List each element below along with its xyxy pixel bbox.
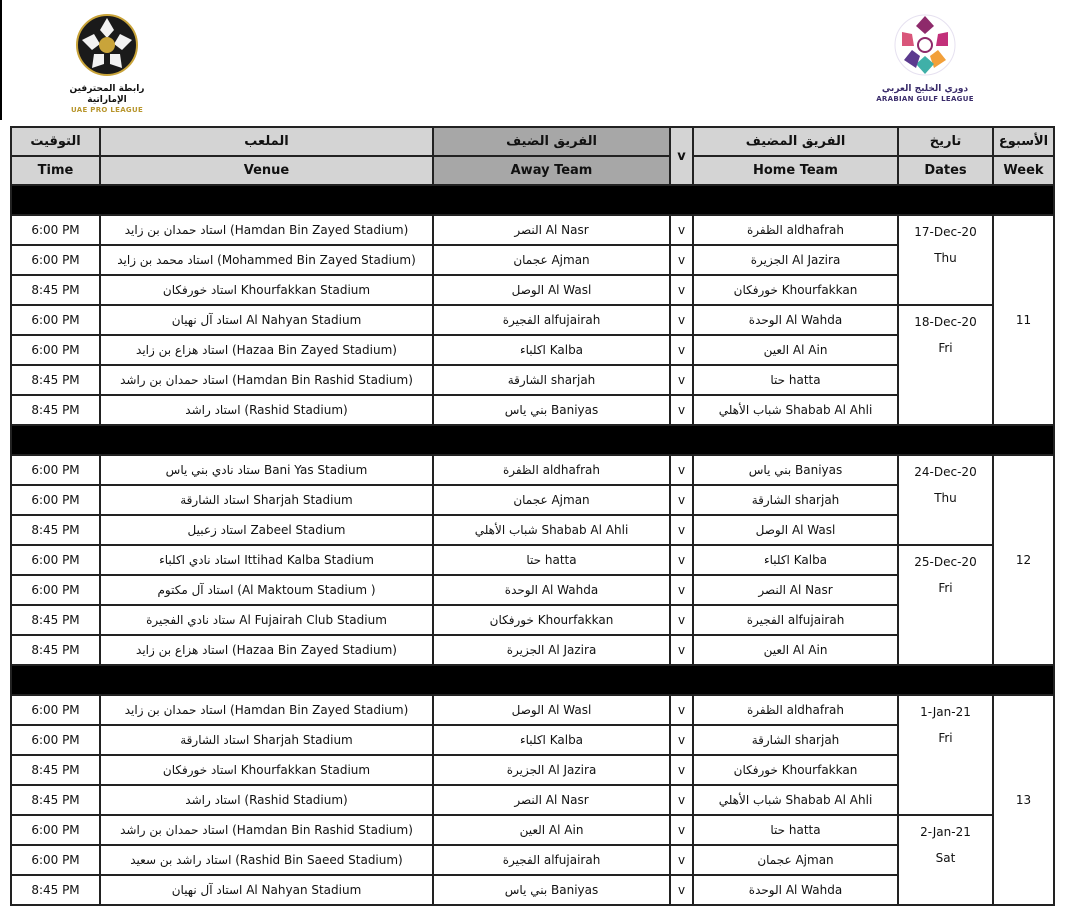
match-date: 2-Jan-21 — [920, 825, 971, 839]
table-row — [11, 545, 1054, 575]
match-date-cell — [898, 695, 993, 815]
week-number: 13 — [993, 695, 1054, 905]
header-time-en: Time — [11, 156, 100, 185]
table-row — [11, 365, 1054, 395]
match-home-team: الفجيرة alfujairah — [693, 605, 898, 635]
match-venue: استاد حمدان بن راشد (Hamdan Bin Rashid Stadium) — [100, 815, 433, 845]
match-away-team: الفجيرة alfujairah — [433, 305, 670, 335]
match-versus: v — [670, 755, 693, 785]
match-date: 24-Dec-20 — [914, 465, 977, 479]
table-row — [11, 335, 1054, 365]
match-date: 1-Jan-21 — [920, 705, 971, 719]
table-row — [11, 515, 1054, 545]
match-home-team: الجزيرة Al Jazira — [693, 245, 898, 275]
match-home-team: الظفرة aldhafrah — [693, 695, 898, 725]
pro-league-name-en: UAE PRO LEAGUE — [70, 106, 144, 114]
match-versus: v — [670, 485, 693, 515]
match-away-team: بني ياس Baniyas — [433, 875, 670, 905]
table-row — [11, 725, 1054, 755]
table-row — [11, 815, 1054, 845]
week-separator-bar — [11, 665, 1054, 695]
match-date-cell — [898, 455, 993, 545]
match-time: 8:45 PM — [11, 785, 100, 815]
match-away-team: النصر Al Nasr — [433, 785, 670, 815]
match-home-team: شباب الأهلي Shabab Al Ahli — [693, 785, 898, 815]
match-versus: v — [670, 395, 693, 425]
match-home-team: حتا hatta — [693, 815, 898, 845]
match-away-team: النصر Al Nasr — [433, 215, 670, 245]
match-venue: استاد هزاع بن زايد (Hazaa Bin Zayed Stadium) — [100, 335, 433, 365]
match-away-team: العين Al Ain — [433, 815, 670, 845]
match-venue: ستاد نادي الفجيرة Al Fujairah Club Stadium — [100, 605, 433, 635]
match-venue: استاد حمدان بن زايد (Hamdan Bin Zayed Stadium) — [100, 215, 433, 245]
match-away-team: الجزيرة Al Jazira — [433, 635, 670, 665]
table-row — [11, 305, 1054, 335]
match-time: 8:45 PM — [11, 875, 100, 905]
match-venue: استاد آل نهيان Al Nahyan Stadium — [100, 305, 433, 335]
match-venue: استاد نادي اكلباء Ittihad Kalba Stadium — [100, 545, 433, 575]
match-away-team: الوصل Al Wasl — [433, 695, 670, 725]
header-time-ar: التوقيت — [11, 127, 100, 156]
table-row — [11, 635, 1054, 665]
header-row-arabic — [11, 127, 1054, 156]
match-home-team: حتا hatta — [693, 365, 898, 395]
match-time: 6:00 PM — [11, 335, 100, 365]
match-time: 8:45 PM — [11, 635, 100, 665]
table-row — [11, 575, 1054, 605]
match-venue: استاد آل مكتوم (Al Maktoum Stadium ) — [100, 575, 433, 605]
match-venue: استاد خورفكان Khourfakkan Stadium — [100, 275, 433, 305]
match-versus: v — [670, 545, 693, 575]
match-versus: v — [670, 515, 693, 545]
match-versus: v — [670, 305, 693, 335]
match-away-team: بني ياس Baniyas — [433, 395, 670, 425]
page-edge-line — [0, 0, 2, 120]
match-home-team: الشارقة sharjah — [693, 485, 898, 515]
match-time: 6:00 PM — [11, 455, 100, 485]
match-weekday: Fri — [938, 731, 953, 745]
match-home-team: الوصل Al Wasl — [693, 515, 898, 545]
match-time: 8:45 PM — [11, 605, 100, 635]
table-row — [11, 275, 1054, 305]
match-home-team: شباب الأهلي Shabab Al Ahli — [693, 395, 898, 425]
header-date-ar: تاريخ — [898, 127, 993, 156]
match-weekday: Thu — [934, 491, 957, 505]
match-versus: v — [670, 575, 693, 605]
match-home-team: العين Al Ain — [693, 335, 898, 365]
header-venue-ar: الملعب — [100, 127, 433, 156]
week-separator-row — [11, 665, 1054, 695]
match-date-cell — [898, 305, 993, 425]
match-home-team: بني ياس Baniyas — [693, 455, 898, 485]
pro-league-emblem-icon — [72, 10, 142, 80]
header-week-en: Week — [993, 156, 1054, 185]
match-venue: استاد راشد (Rashid Stadium) — [100, 785, 433, 815]
match-date-cell — [898, 215, 993, 305]
match-versus: v — [670, 365, 693, 395]
header-week-ar: الأسبوع — [993, 127, 1054, 156]
match-versus: v — [670, 785, 693, 815]
match-date: 25-Dec-20 — [914, 555, 977, 569]
match-home-team: الوحدة Al Wahda — [693, 875, 898, 905]
week-separator-row — [11, 425, 1054, 455]
match-away-team: اكلباء Kalba — [433, 335, 670, 365]
week-separator-bar — [11, 185, 1054, 215]
match-away-team: الفجيرة alfujairah — [433, 845, 670, 875]
match-time: 8:45 PM — [11, 515, 100, 545]
header-home-ar: الفريق المضيف — [693, 127, 898, 156]
table-row — [11, 245, 1054, 275]
match-date-cell — [898, 545, 993, 665]
match-away-team: الجزيرة Al Jazira — [433, 755, 670, 785]
match-home-team: اكلباء Kalba — [693, 545, 898, 575]
match-weekday: Fri — [938, 581, 953, 595]
match-away-team: عجمان Ajman — [433, 485, 670, 515]
match-home-team: النصر Al Nasr — [693, 575, 898, 605]
week-number: 12 — [993, 455, 1054, 665]
match-weekday: Thu — [934, 251, 957, 265]
table-row — [11, 455, 1054, 485]
match-venue: استاد هزاع بن زايد (Hazaa Bin Zayed Stadium) — [100, 635, 433, 665]
week-separator-row — [11, 185, 1054, 215]
table-row — [11, 215, 1054, 245]
match-venue: استاد حمدان بن زايد (Hamdan Bin Zayed Stadium) — [100, 695, 433, 725]
match-home-team: الظفرة aldhafrah — [693, 215, 898, 245]
pro-league-name-ar: رابطة المحترفين الإماراتية — [69, 84, 145, 105]
match-away-team: الشارقة sharjah — [433, 365, 670, 395]
match-time: 6:00 PM — [11, 305, 100, 335]
match-venue: استاد حمدان بن راشد (Hamdan Bin Rashid Stadium) — [100, 365, 433, 395]
gulf-league-name-en: ARABIAN GULF LEAGUE — [876, 95, 974, 103]
uae-pro-league-logo — [52, 10, 162, 114]
gulf-league-emblem-icon — [890, 10, 960, 80]
table-row — [11, 875, 1054, 905]
match-time: 6:00 PM — [11, 575, 100, 605]
match-away-team: خورفكان Khourfakkan — [433, 605, 670, 635]
match-versus: v — [670, 725, 693, 755]
match-weekday: Fri — [938, 341, 953, 355]
match-time: 6:00 PM — [11, 215, 100, 245]
match-versus: v — [670, 335, 693, 365]
match-date: 17-Dec-20 — [914, 225, 977, 239]
match-away-team: شباب الأهلي Shabab Al Ahli — [433, 515, 670, 545]
match-away-team: حتا hatta — [433, 545, 670, 575]
match-away-team: الظفرة aldhafrah — [433, 455, 670, 485]
match-date-cell — [898, 815, 993, 905]
match-time: 8:45 PM — [11, 755, 100, 785]
match-time: 6:00 PM — [11, 695, 100, 725]
match-time: 6:00 PM — [11, 725, 100, 755]
match-venue: استاد خورفكان Khourfakkan Stadium — [100, 755, 433, 785]
table-row — [11, 755, 1054, 785]
match-venue: استاد محمد بن زايد (Mohammed Bin Zayed Stadium) — [100, 245, 433, 275]
fixture-schedule-table — [10, 126, 1055, 906]
match-home-team: الوحدة Al Wahda — [693, 305, 898, 335]
match-time: 8:45 PM — [11, 275, 100, 305]
gulf-league-name-ar: دوري الخليج العربي — [881, 84, 969, 94]
match-home-team: خورفكان Khourfakkan — [693, 275, 898, 305]
match-venue: استاد آل نهيان Al Nahyan Stadium — [100, 875, 433, 905]
table-row — [11, 695, 1054, 725]
week-number: 11 — [993, 215, 1054, 425]
match-home-team: خورفكان Khourfakkan — [693, 755, 898, 785]
table-row — [11, 605, 1054, 635]
header-date-en: Dates — [898, 156, 993, 185]
match-home-team: عجمان Ajman — [693, 845, 898, 875]
match-versus: v — [670, 845, 693, 875]
match-venue: استاد الشارقة Sharjah Stadium — [100, 725, 433, 755]
match-venue: استاد راشد بن سعيد (Rashid Bin Saeed Stadium) — [100, 845, 433, 875]
match-time: 6:00 PM — [11, 815, 100, 845]
match-weekday: Sat — [935, 851, 956, 865]
match-away-team: عجمان Ajman — [433, 245, 670, 275]
match-venue: استاد زعبيل Zabeel Stadium — [100, 515, 433, 545]
match-venue: ستاد نادي بني ياس Bani Yas Stadium — [100, 455, 433, 485]
match-versus: v — [670, 875, 693, 905]
header-away-ar: الفريق الضيف — [433, 127, 670, 156]
match-away-team: اكلباء Kalba — [433, 725, 670, 755]
arabian-gulf-league-logo — [870, 10, 980, 110]
header-venue-en: Venue — [100, 156, 433, 185]
match-versus: v — [670, 605, 693, 635]
header-away-en: Away Team — [433, 156, 670, 185]
header-home-en: Home Team — [693, 156, 898, 185]
match-versus: v — [670, 215, 693, 245]
match-venue: استاد الشارقة Sharjah Stadium — [100, 485, 433, 515]
match-versus: v — [670, 695, 693, 725]
match-time: 8:45 PM — [11, 395, 100, 425]
match-versus: v — [670, 275, 693, 305]
match-time: 6:00 PM — [11, 845, 100, 875]
header-row-english — [11, 156, 1054, 185]
match-versus: v — [670, 455, 693, 485]
table-row — [11, 785, 1054, 815]
match-away-team: الوحدة Al Wahda — [433, 575, 670, 605]
match-time: 8:45 PM — [11, 365, 100, 395]
match-date: 18-Dec-20 — [914, 315, 977, 329]
match-versus: v — [670, 635, 693, 665]
match-versus: v — [670, 245, 693, 275]
match-away-team: الوصل Al Wasl — [433, 275, 670, 305]
table-row — [11, 845, 1054, 875]
match-home-team: الشارقة sharjah — [693, 725, 898, 755]
header-v: v — [670, 127, 693, 185]
table-row — [11, 395, 1054, 425]
match-venue: استاد راشد (Rashid Stadium) — [100, 395, 433, 425]
week-separator-bar — [11, 425, 1054, 455]
match-versus: v — [670, 815, 693, 845]
match-time: 6:00 PM — [11, 245, 100, 275]
table-row — [11, 485, 1054, 515]
match-home-team: العين Al Ain — [693, 635, 898, 665]
match-time: 6:00 PM — [11, 545, 100, 575]
match-time: 6:00 PM — [11, 485, 100, 515]
